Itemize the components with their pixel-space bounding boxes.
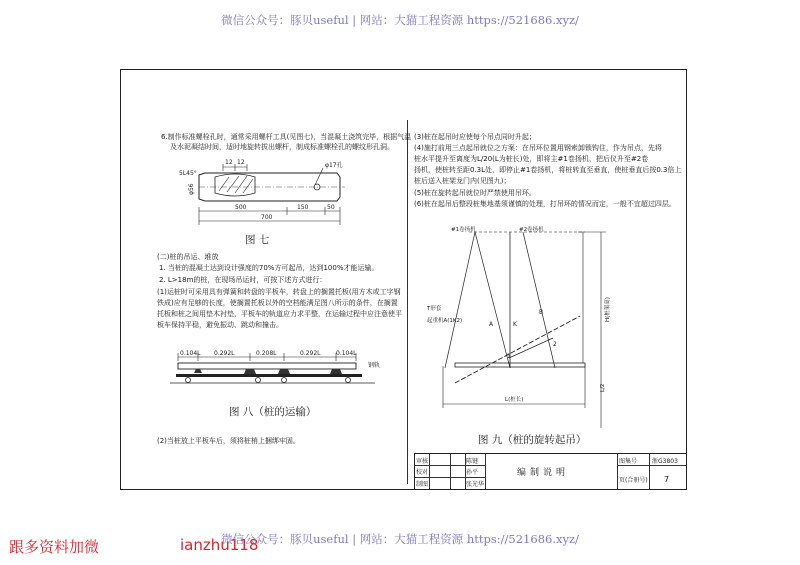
right-item4-line2: 桩水平提升至离度为L/20(L为桩长)处，即将主#1卷扬机，把后仪升至#2卷 (414, 155, 649, 163)
figure-7-caption: 图 七 (245, 234, 270, 246)
fig7-dim-b: 12 (237, 159, 245, 166)
tb-check-name: 孙平 (466, 469, 479, 476)
fig9-pulley: T形套 (427, 306, 442, 312)
fig7-hole-label: φ17孔 (325, 162, 343, 169)
hoist-line1: (二)桩的吊运、堆放 (157, 253, 219, 261)
figure-9-caption: 图 九（桩的旋转起吊） (478, 434, 587, 446)
item2-line: (2)当桩放上平板车后，须将桩梢上捆绑牢固。 (157, 437, 300, 445)
right-item3: (3)桩在起吊时应使每个吊点同时升起； (414, 133, 536, 141)
fig9-mark1: 1 (507, 353, 511, 360)
fig8-seg3: 0.208L (256, 350, 277, 357)
figure-8-drawing (170, 345, 395, 400)
watermark-top: 微信公众号：豚贝useful | 网站：大猫工程资源 https://521686.xyz/ (221, 13, 579, 27)
right-item4-line4: 桩后送入桩架龙门内(见图九)； (414, 177, 511, 185)
fig9-height-label: H(桩架高) (605, 297, 611, 322)
figure-8-caption: 图 八（桩的运输） (229, 406, 317, 418)
fig7-dim-left: φ56 (188, 183, 195, 195)
figure-7-drawing (165, 155, 375, 230)
fig7-dim-150: 150 (297, 204, 309, 211)
fig8-rail-label: 钢轨 (368, 362, 381, 369)
fig7-chamfer: 5L45° (179, 170, 197, 177)
fig8-seg2: 0.292L (214, 350, 235, 357)
promo-right: ianzhu118 (180, 536, 259, 554)
fig8-seg1: 0.104L (180, 350, 201, 357)
tb-check-label: 校对 (416, 469, 429, 476)
hoist-line5: 铁成)应有足够的长度，使搁置托板以外的空档能满足图八所示的条件，在搁置 (157, 299, 398, 307)
item6-line2: 及水泥凝结时间，适时地旋转拔出螺杆，制成标准螺栓孔的螺纹形孔洞。 (170, 143, 394, 151)
hoist-line6: 托板和桩之间用垫木衬垫，平板车的轨道应力求平整，在运输过程中应注意使平 (157, 310, 402, 318)
fig9-point-k: K (513, 321, 517, 328)
fig9-half-label: L/2 (600, 383, 606, 392)
tb-draw-label: 制图 (416, 481, 429, 488)
hoist-line7: 板车保持平稳，避免振动、跳动和撞击。 (157, 321, 283, 329)
tb-review-label: 审核 (416, 458, 429, 465)
tb-page-value: 7 (664, 475, 670, 484)
fig8-seg5: 0.104L (336, 350, 357, 357)
tb-atlas-value: 浙G3803 (652, 458, 678, 465)
tb-page-label: 页(合册号) (619, 477, 648, 484)
watermark-bottom: 微信公众号：豚贝useful | 网站：大猫工程资源 https://521686.xyz/ (221, 532, 579, 546)
fig9-point-a: A (489, 321, 494, 328)
tb-atlas-label: 图集号 (619, 458, 638, 465)
tb-title: 编制说明 (517, 468, 570, 478)
fig7-dim-500: 500 (235, 204, 247, 211)
hoist-line4: (1)运桩时可采用具有弹簧和转盘的平板车，转盘上的搁置托板(用方木或工字钢 (157, 288, 401, 296)
fig8-seg4: 0.292L (300, 350, 321, 357)
right-item4-line3: 扬机，使桩转至距0.3L处，即停止#1卷扬机，将桩转直至垂直，使桩垂直后按0.3倍上 (414, 166, 682, 174)
hoist-line3: 2. L>18m的桩，在现场吊运时，可按下述方式进行： (159, 276, 327, 284)
fig9-winch1: #1卷扬机 (451, 227, 476, 233)
hoist-line2: 1. 当桩的混凝土达到设计强度的70%方可起吊，达到100%才能运输。 (159, 264, 379, 272)
right-item6: (6)桩在起吊后整段桩集地基须谨慎的处理，打吊环的情况而定，一般不宜超过四层。 (414, 200, 676, 208)
column-divider (407, 120, 408, 484)
fig7-dim-a: 12 (225, 159, 233, 166)
figure-9-drawing (415, 218, 680, 430)
promo-left: 跟多资料加微 (9, 538, 100, 556)
tb-draw-name: 张光华 (466, 481, 485, 488)
right-item5: (5)桩在旋转起吊就位时严禁使用吊环。 (414, 189, 536, 197)
fig7-dim-700: 700 (261, 214, 273, 221)
right-item4-line1: (4)施打前用三点起吊就位之方案：在吊环位置用钢索卸锁钩住，作为吊点，先将 (414, 144, 662, 152)
fig9-length-label: L(桩长) (505, 397, 524, 403)
fig9-mark2: 2 (553, 341, 557, 348)
fig7-dim-50: 50 (327, 204, 335, 211)
fig9-winch2: #2卷扬机 (519, 227, 544, 233)
fig9-lift-label: 起重机A(1K2) (427, 318, 463, 324)
item6-line1: 6.制作标准螺栓孔时，通常采用螺杆工具(见图七)，当混凝土浇筑完毕，根据气温 (161, 133, 412, 141)
tb-review-name: 陈键 (466, 458, 479, 465)
fig9-point-b: B (539, 309, 544, 316)
